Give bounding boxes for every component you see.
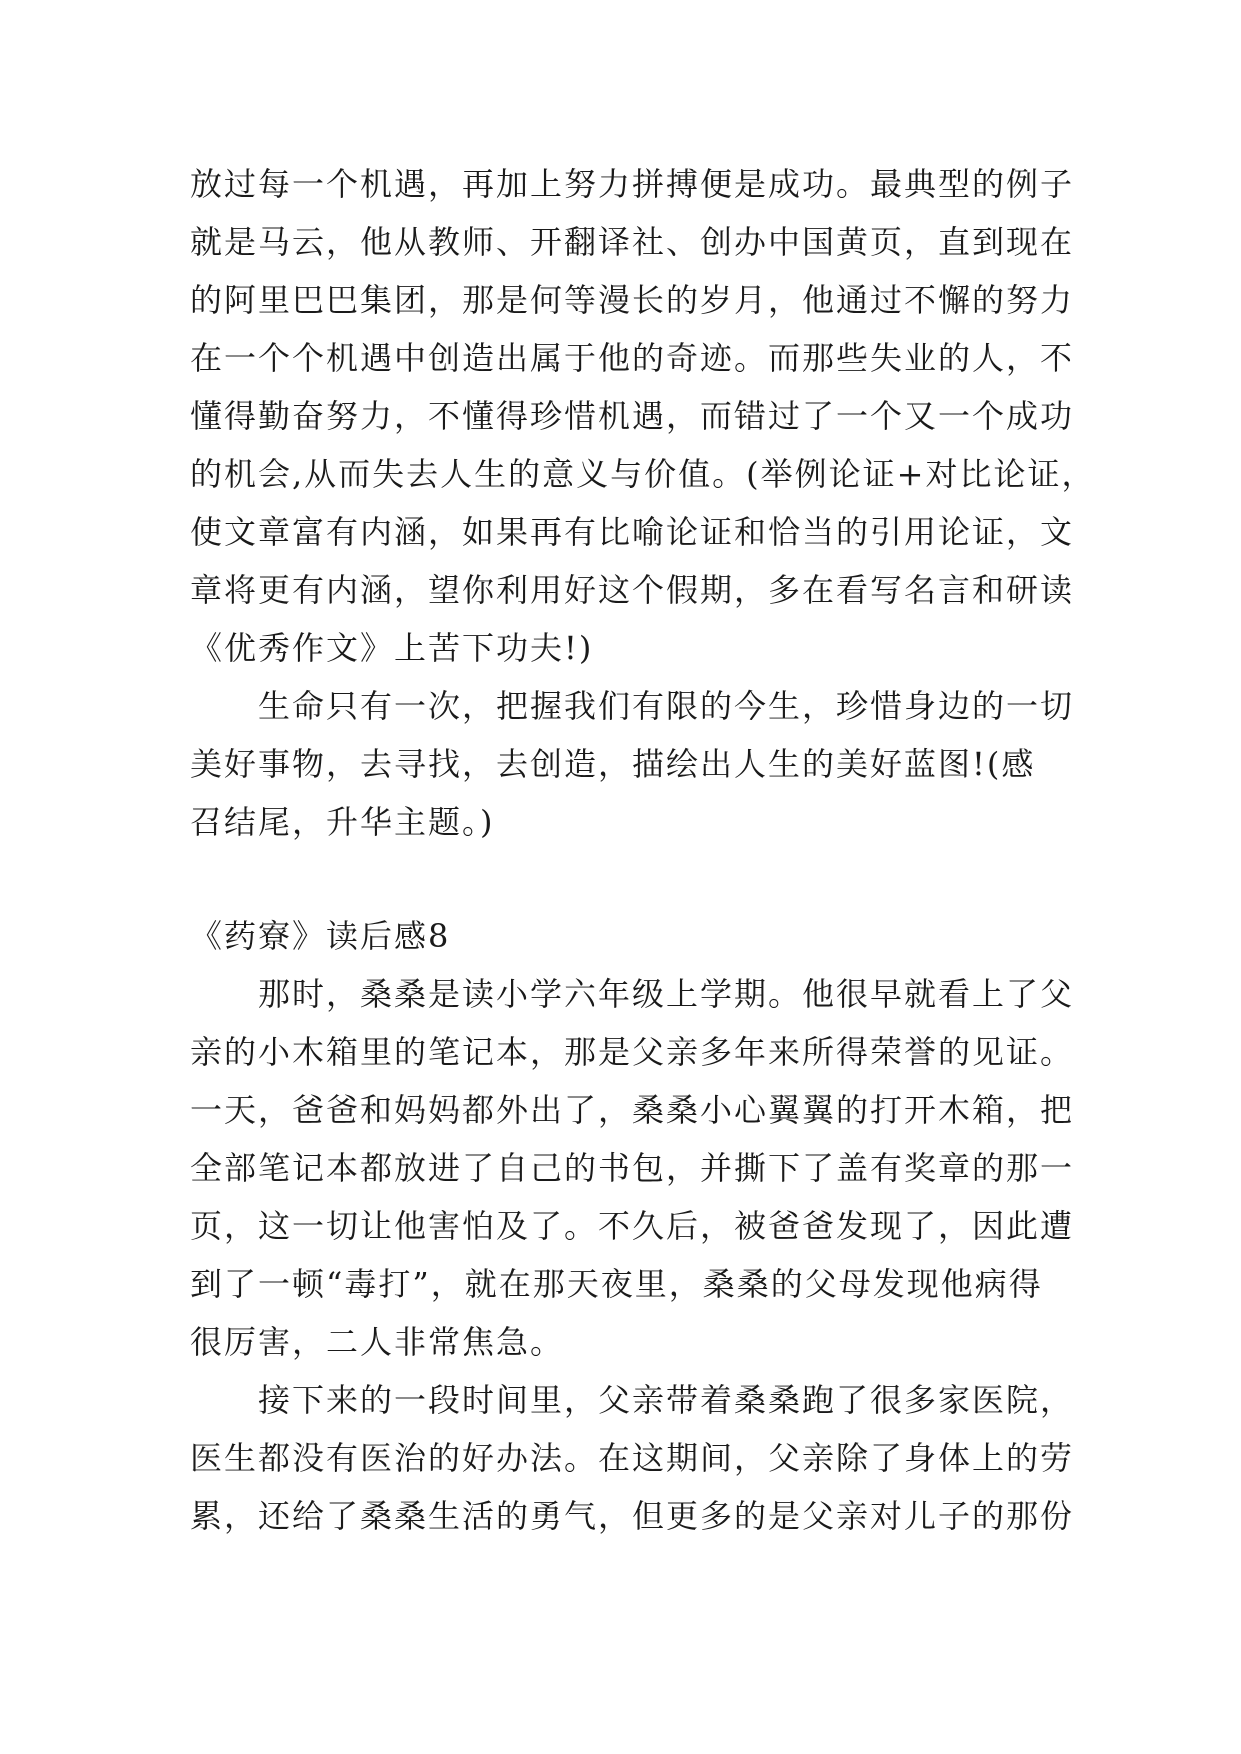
- text-line: 召结尾，升华主题。): [190, 803, 495, 841]
- text-line: 一天，爸爸和妈妈都外出了，桑桑小心翼翼的打开木箱，把: [190, 1091, 1075, 1129]
- text-line: 的机会,从而失去人生的意义与价值。(举例论证+对比论证，: [190, 455, 1096, 493]
- text-line: 章将更有内涵，望你利用好这个假期，多在看写名言和研读: [190, 571, 1075, 609]
- text-line: 就是马云，他从教师、开翻译社、创办中国黄页，直到现在: [190, 223, 1075, 261]
- text-line: 在一个个机遇中创造出属于他的奇迹。而那些失业的人，不: [190, 339, 1075, 377]
- text-line: 全部笔记本都放进了自己的书包，并撕下了盖有奖章的那一: [190, 1149, 1075, 1187]
- text-line: 很厉害，二人非常焦急。: [190, 1323, 565, 1361]
- text-line: 的阿里巴巴集团，那是何等漫长的岁月，他通过不懈的努力: [190, 281, 1075, 319]
- section-heading: 《药寮》读后感8: [190, 917, 451, 955]
- text-line: 美好事物，去寻找，去创造，描绘出人生的美好蓝图!(感: [190, 745, 1036, 783]
- text-line: 懂得勤奋努力，不懂得珍惜机遇，而错过了一个又一个成功: [190, 397, 1075, 435]
- text-line: 累，还给了桑桑生活的勇气，但更多的是父亲对儿子的那份: [190, 1497, 1075, 1535]
- paragraph-first-line: 那时，桑桑是读小学六年级上学期。他很早就看上了父: [258, 975, 1075, 1013]
- text-line: 放过每一个机遇，再加上努力拼搏便是成功。最典型的例子: [190, 165, 1075, 203]
- text-line: 亲的小木箱里的笔记本，那是父亲多年来所得荣誉的见证。: [190, 1033, 1075, 1071]
- paragraph-first-line: 接下来的一段时间里，父亲带着桑桑跑了很多家医院，: [258, 1381, 1075, 1419]
- text-line: 使文章富有内涵，如果再有比喻论证和恰当的引用论证，文: [190, 513, 1075, 551]
- paragraph-first-line: 生命只有一次，把握我们有限的今生，珍惜身边的一切: [258, 687, 1075, 725]
- text-line: 《优秀作文》上苦下功夫!): [190, 629, 594, 667]
- text-line: 到了一顿“毒打”，就在那天夜里，桑桑的父母发现他病得: [190, 1265, 1043, 1303]
- text-line: 医生都没有医治的好办法。在这期间，父亲除了身体上的劳: [190, 1439, 1075, 1477]
- text-line: 页，这一切让他害怕及了。不久后，被爸爸发现了，因此遭: [190, 1207, 1075, 1245]
